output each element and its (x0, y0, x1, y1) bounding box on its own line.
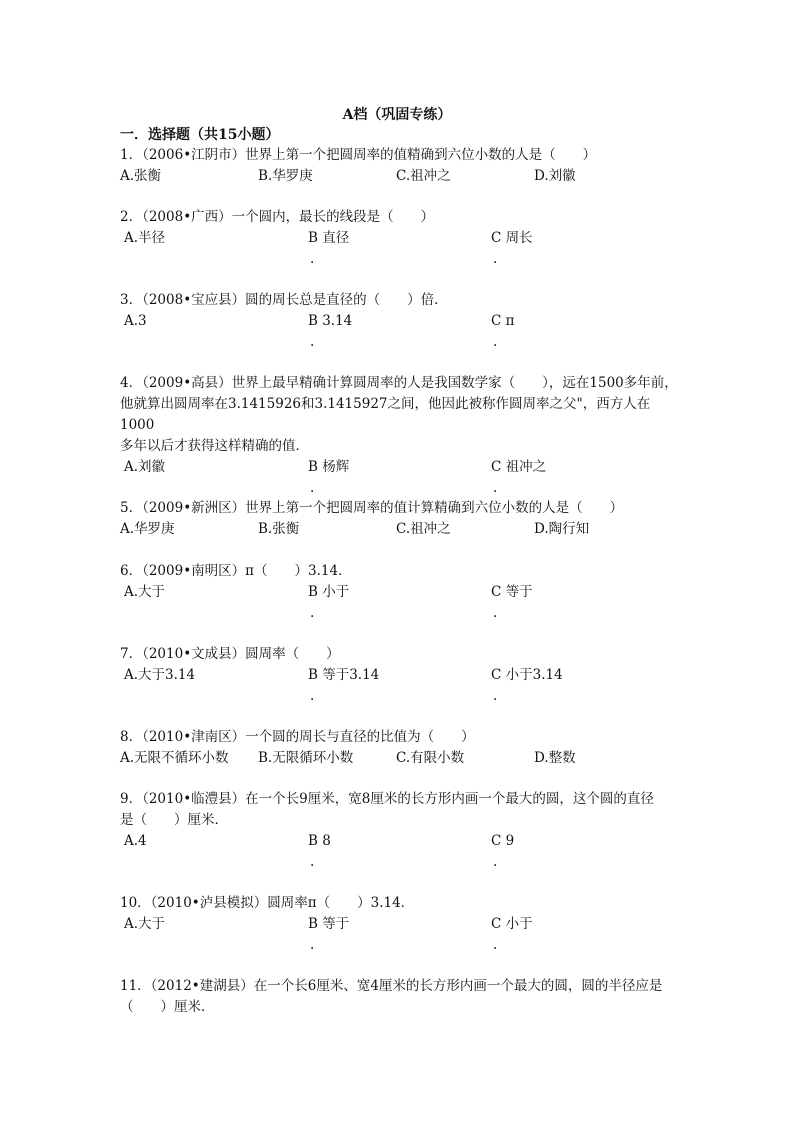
option-d: D.刘徽 (534, 168, 576, 184)
option-a: A.张衡 (120, 168, 162, 184)
option-b: B 小于 (308, 584, 350, 600)
option-dot: . (310, 251, 315, 267)
option-b: B.无限循环小数 (258, 750, 354, 766)
question-3 (120, 290, 680, 353)
options-row (120, 748, 680, 769)
option-a: A.无限不循环小数 (120, 750, 229, 766)
question-8 (120, 727, 680, 769)
question-10 (120, 893, 680, 956)
option-dot: . (310, 334, 315, 350)
option-b: B 3.14 (308, 313, 353, 329)
option-b: B 杨辉 (308, 459, 350, 475)
options-row (120, 457, 680, 499)
option-c: C 小于 (491, 916, 533, 932)
question-stem-line: 11．（2012•建湖县）在一个长6厘米、宽4厘米的长方形内画一个最大的圆，圆的半径应是 (120, 978, 663, 994)
option-a: A.4 (124, 833, 147, 849)
question-11 (120, 976, 680, 1018)
question-stem-line: （ ）厘米． (120, 999, 215, 1015)
section-heading: 一．选择题（共15小题） (120, 127, 280, 143)
question-9 (120, 789, 680, 873)
option-dot: . (493, 334, 498, 350)
question-1 (120, 145, 680, 187)
question-stem-line: 4．（2009•高县）世界上最早精确计算圆周率的人是我国数学家（ ），远在1500多年前， (120, 375, 678, 391)
option-b: B 等于3.14 (308, 667, 380, 683)
options-row (120, 311, 680, 353)
options-row (120, 831, 680, 873)
option-a: A.华罗庚 (120, 521, 175, 537)
question-stem: 2．（2008•广西）一个圆内，最长的线段是（ ） (120, 209, 435, 225)
question-stem-line: 9．（2010•临澧县）在一个长9厘米，宽8厘米的长方形内画一个最大的圆，这个圆的直径 (120, 791, 654, 807)
option-c: C 周长 (491, 230, 533, 246)
question-stem: 8．（2010•津南区）一个圆的周长与直径的比值为（ ） (120, 729, 475, 745)
option-a: A.半径 (124, 230, 166, 246)
option-c: C 9 (491, 833, 515, 849)
option-dot: . (493, 480, 498, 496)
option-dot: . (493, 688, 498, 704)
options-row (120, 519, 680, 540)
option-dot: . (310, 688, 315, 704)
option-c: C.祖冲之 (396, 521, 451, 537)
question-2 (120, 207, 680, 270)
question-stem: 6．（2009•南明区）π（ ）3.14． (120, 563, 352, 579)
option-b: B 直径 (308, 230, 350, 246)
options-row (120, 914, 680, 956)
question-7 (120, 644, 680, 707)
question-6 (120, 561, 680, 624)
option-b: B.华罗庚 (258, 168, 313, 184)
question-stem-line: 他就算出圆周率在3.1415926和3.1415927之间，他因此被称作圆周率之父"，西方人在1000 (120, 396, 651, 433)
option-d: D.整数 (534, 750, 576, 766)
option-a: A.大于 (124, 916, 166, 932)
option-a: A.刘徽 (124, 459, 166, 475)
question-stem: 1．（2006•江阴市）世界上第一个把圆周率的值精确到六位小数的人是（ ） (120, 147, 597, 163)
option-dot: . (493, 937, 498, 953)
options-row (120, 665, 680, 707)
option-d: D.陶行知 (534, 521, 590, 537)
question-stem-line: 多年以后才获得这样精确的值． (120, 438, 309, 454)
option-c: C.有限小数 (396, 750, 465, 766)
option-b: B 等于 (308, 916, 350, 932)
question-stem: 5．（2009•新洲区）世界上第一个把圆周率的值计算精确到六位小数的人是（ ） (120, 500, 624, 516)
option-dot: . (310, 854, 315, 870)
option-a: A.大于 (124, 584, 166, 600)
option-dot: . (493, 251, 498, 267)
option-b: B 8 (308, 833, 331, 849)
option-c: C.祖冲之 (396, 168, 451, 184)
option-c: C 小于3.14 (491, 667, 563, 683)
question-stem: 10．（2010•泸县模拟）圆周率π（ ）3.14． (120, 895, 415, 911)
option-dot: . (310, 605, 315, 621)
options-row (120, 228, 680, 270)
option-c: C 祖冲之 (491, 459, 547, 475)
option-c: C 等于 (491, 584, 533, 600)
option-dot: . (310, 937, 315, 953)
option-b: B.张衡 (258, 521, 300, 537)
option-dot: . (310, 480, 315, 496)
options-row (120, 166, 680, 187)
options-row (120, 582, 680, 624)
option-a: A.3 (124, 313, 147, 329)
question-stem-line: 是（ ）厘米． (120, 812, 228, 828)
option-c: C π (491, 313, 515, 329)
option-dot: . (493, 854, 498, 870)
option-a: A.大于3.14 (124, 667, 196, 683)
question-4 (120, 373, 680, 499)
option-dot: . (493, 605, 498, 621)
page-title: A档（巩固专练） (342, 107, 452, 123)
question-5 (120, 498, 680, 540)
question-stem: 7．（2010•文成县）圆周率（ ） (120, 646, 340, 662)
question-stem: 3．（2008•宝应县）圆的周长总是直径的（ ）倍． (120, 292, 448, 308)
